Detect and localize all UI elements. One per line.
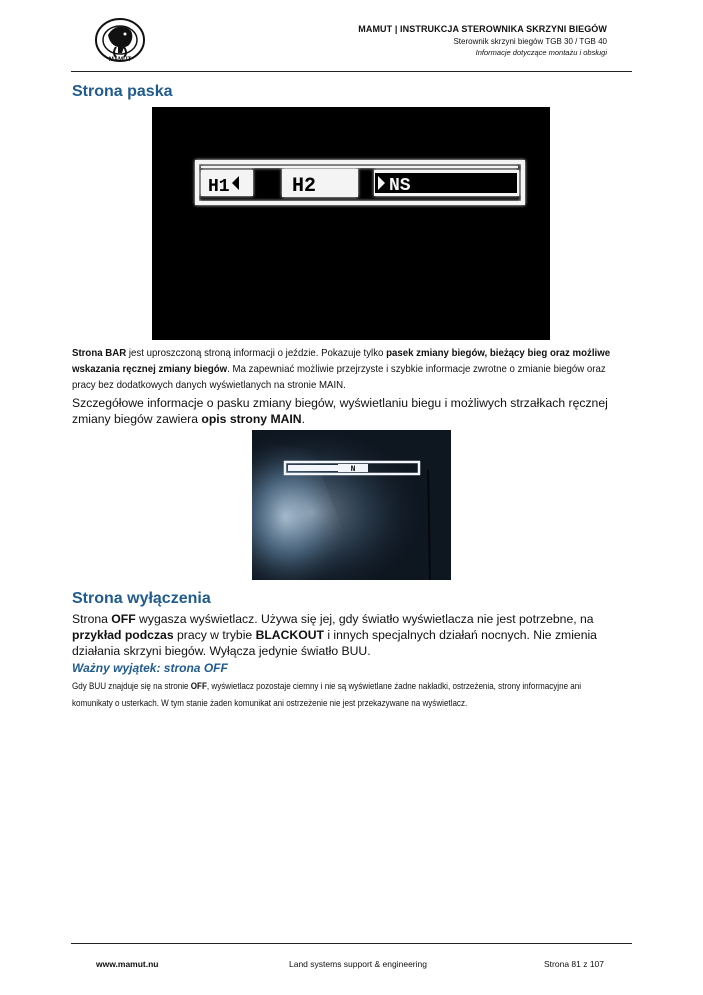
text-run: , wyświetlacz pozostaje ciemny i nie są wyświetlane żadne nakładki, ostrzeżenia, strony informacyjne ani komunikaty o usterkach. W tym stanie żaden komunikat ani ostrzeżenie nie jest przekazywane na wyświetlacz. [72,680,582,708]
header-subtitle-italic: Informacje dotyczące montażu i obsługi [475,48,607,57]
text-run: jest uproszczoną stroną informacji o jeździe. Pokazuje tylko [126,347,387,359]
bar-paragraph-2 [72,395,632,427]
text-run: Strona [72,612,112,626]
header-subtitle: Sterownik skrzyni biegów TGB 30 / TGB 40 [453,37,607,46]
bar-gear-left: H1 [208,177,230,197]
text-run: pracy w trybie [173,628,256,642]
text-run: i innych specjalnych działań nocnych. Nie zmienia działania skrzyni biegów. Wyłącza jedynie światło BUU. [72,628,597,658]
logo-text: MAMUT [108,57,132,63]
bold-text-run: pasek zmiany biegów, bieżący bieg oraz możliwe wskazania ręcznej zmiany biegów [72,347,611,375]
text-run: . [301,412,305,426]
bar-page-photo-glare [252,430,451,580]
footer-divider [71,943,632,944]
bold-text-run: przykład podczas [72,628,174,642]
text-run: wygasza wyświetlacz. Używa się jej, gdy światło wyświetlacza nie jest potrzebne, na [135,612,594,626]
bar-gear-current: H2 [292,175,317,198]
footer-website[interactable]: www.mamut.nu [96,959,159,969]
bold-text-run: opis strony MAIN [201,412,302,426]
bar-page-photo [152,107,550,340]
header-title: MAMUT | INSTRUKCJA STEROWNIKA SKRZYNI BIEGÓW [358,24,607,34]
mamut-logo [94,17,146,63]
bold-text-run: OFF [190,680,207,691]
bar-paragraph-1 [72,345,631,393]
footer-tagline: Land systems support & engineering [289,959,427,969]
section-heading-bar: Strona paska [72,83,173,100]
section-heading-off: Strona wyłączenia [72,590,211,607]
bar-gear-neutral: N [350,465,356,474]
off-paragraph-2 [72,677,622,711]
bold-text-run: Strona BAR [72,347,127,359]
bar-gear-right: NS [389,176,411,196]
bold-text-run: BLACKOUT [255,628,324,642]
footer-page-number: Strona 81 z 107 [544,959,605,969]
text-run: Gdy BUU znajduje się na stronie [72,680,191,691]
text-run: . Ma zapewniać możliwie przejrzyste i szybkie informacje zwrotne o zmianie biegów oraz pracy bez dodatkowych danych wyświetlanych na stronie MAIN. [72,363,606,391]
off-paragraph-1 [72,611,632,659]
bold-text-run: OFF [111,612,136,626]
text-run: Szczegółowe informacje o pasku zmiany biegów, wyświetlaniu biegu i możliwych strzałkach ręcznej zmiany biegów zawiera [72,396,608,426]
off-subheading: Ważny wyjątek: strona OFF [72,661,228,675]
header-divider [71,71,632,72]
page-header [358,24,607,57]
